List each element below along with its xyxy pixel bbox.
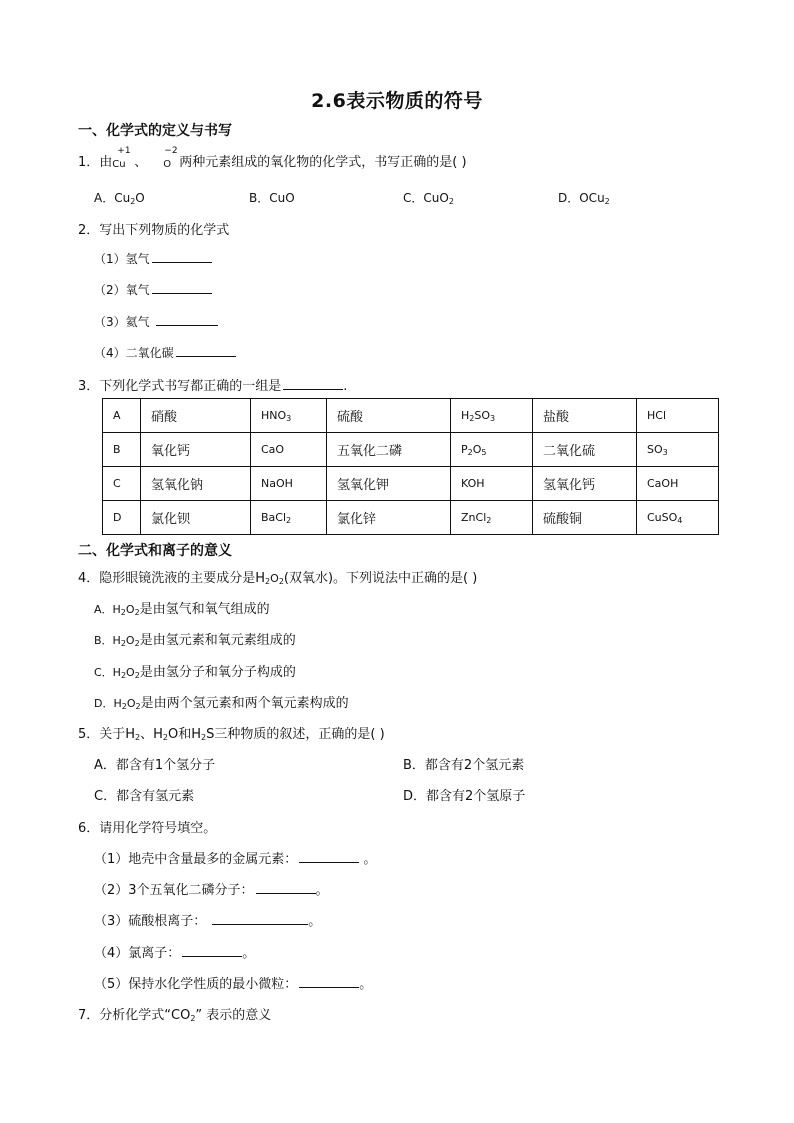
q1-option-d[interactable]: D．OCu$_2$ [558, 191, 610, 206]
cu-valence: +1 Cu [112, 146, 131, 170]
compound-name: 五氧化二磷 [327, 433, 451, 467]
q4-option-a[interactable]: A．$H_2O_2$是由氢气和氧气组成的 [94, 602, 270, 617]
q5-option-b[interactable]: B．都含有2个氢元素 [403, 758, 525, 773]
q6-item-5: （5）保持水化学性质的最小微粒： 。 [94, 977, 373, 992]
formula-table [102, 398, 719, 535]
compound-formula: $P_2O_5$ [451, 433, 533, 467]
compound-formula: $H_2SO_3$ [451, 399, 533, 433]
compound-formula: HCl [637, 399, 719, 433]
question-2: 2．写出下列物质的化学式 [78, 223, 230, 238]
section-heading-1: 一、化学式的定义与书写 [78, 123, 232, 139]
table-row [103, 433, 719, 467]
compound-formula: BaCl$_2$ [251, 501, 327, 535]
answer-blank[interactable] [299, 975, 359, 988]
q1-option-b[interactable]: B．CuO [249, 191, 295, 205]
q5-option-c[interactable]: C．都含有氢元素 [94, 789, 195, 804]
q2-item-2: （2）氧气 [94, 281, 212, 298]
table-row [103, 501, 719, 535]
q5-option-a[interactable]: A．都含有1个氢分子 [94, 758, 216, 773]
q2-item-1: （1）氢气 [94, 250, 212, 267]
answer-blank[interactable] [256, 881, 316, 894]
q2-item-3: （3）氦气 [94, 313, 218, 330]
row-id: D [103, 501, 141, 535]
answer-blank[interactable] [176, 344, 236, 357]
q6-item-3: （3）硫酸根离子： 。 [94, 914, 322, 929]
compound-name: 氯化钡 [141, 501, 251, 535]
q4-option-b[interactable]: B．$H_2O_2$是由氢元素和氧元素组成的 [94, 633, 296, 648]
table-row [103, 467, 719, 501]
compound-formula: ZnCl$_2$ [451, 501, 533, 535]
compound-name: 二氧化硫 [533, 433, 637, 467]
answer-blank[interactable] [283, 377, 343, 390]
question-1: 1．由 +1 Cu 、 −2 O 两种元素组成的氧化物的化学式，书写正确的是( ) [78, 146, 467, 170]
row-id: C [103, 467, 141, 501]
compound-name: 硫酸铜 [533, 501, 637, 535]
compound-name: 氢氧化钾 [327, 467, 451, 501]
compound-name: 氧化钙 [141, 433, 251, 467]
q1-option-c[interactable]: C．CuO$_2$ [403, 191, 454, 206]
table-row [103, 399, 719, 433]
q1-option-a[interactable]: A．$Cu_2O$ [94, 191, 145, 206]
q6-item-4: （4）氯离子： 。 [94, 946, 256, 961]
question-6: 6．请用化学符号填空。 [78, 821, 217, 836]
row-id: A [103, 399, 141, 433]
compound-name: 硝酸 [141, 399, 251, 433]
answer-blank[interactable] [212, 912, 308, 925]
question-3: 3．下列化学式书写都正确的一组是 . [78, 379, 348, 394]
compound-name: 氢氧化钠 [141, 467, 251, 501]
q6-item-2: （2）3个五氧化二磷分子： 。 [94, 883, 329, 898]
answer-blank[interactable] [182, 944, 242, 957]
question-5: 5．关于$H_2$、$H_2O$和$H_2S$三种物质的叙述，正确的是( ) [78, 727, 385, 742]
q5-option-d[interactable]: D．都含有2个氢原子 [403, 789, 526, 804]
page-title: 2.6表示物质的符号 [311, 90, 483, 112]
o-valence: −2 O [163, 146, 178, 170]
compound-formula: $SO_3$ [637, 433, 719, 467]
compound-formula: CaO [251, 433, 327, 467]
section-heading-2: 二、化学式和离子的意义 [78, 543, 232, 559]
compound-name: 氢氧化钙 [533, 467, 637, 501]
compound-formula: $HNO_3$ [251, 399, 327, 433]
question-4: 4．隐形眼镜洗液的主要成分是$H_2O_2$(双氧水)。下列说法中正确的是( ) [78, 571, 478, 586]
q6-item-1: （1）地壳中含量最多的金属元素： 。 [94, 852, 377, 867]
answer-blank[interactable] [156, 313, 218, 326]
row-id: B [103, 433, 141, 467]
answer-blank[interactable] [152, 281, 212, 294]
answer-blank[interactable] [299, 850, 359, 863]
compound-formula: NaOH [251, 467, 327, 501]
compound-name: 氯化锌 [327, 501, 451, 535]
q4-option-c[interactable]: C．$H_2O_2$是由氢分子和氧分子构成的 [94, 665, 296, 680]
compound-formula: CuSO$_4$ [637, 501, 719, 535]
q4-option-d[interactable]: D．$H_2O_2$是由两个氢元素和两个氧元素构成的 [94, 696, 349, 711]
compound-formula: KOH [451, 467, 533, 501]
compound-formula: CaOH [637, 467, 719, 501]
q2-item-4: （4）二氧化碳 [94, 344, 236, 361]
compound-name: 硫酸 [327, 399, 451, 433]
answer-blank[interactable] [152, 250, 212, 263]
question-7: 7．分析化学式“$CO_2$” 表示的意义 [78, 1008, 272, 1023]
compound-name: 盐酸 [533, 399, 637, 433]
